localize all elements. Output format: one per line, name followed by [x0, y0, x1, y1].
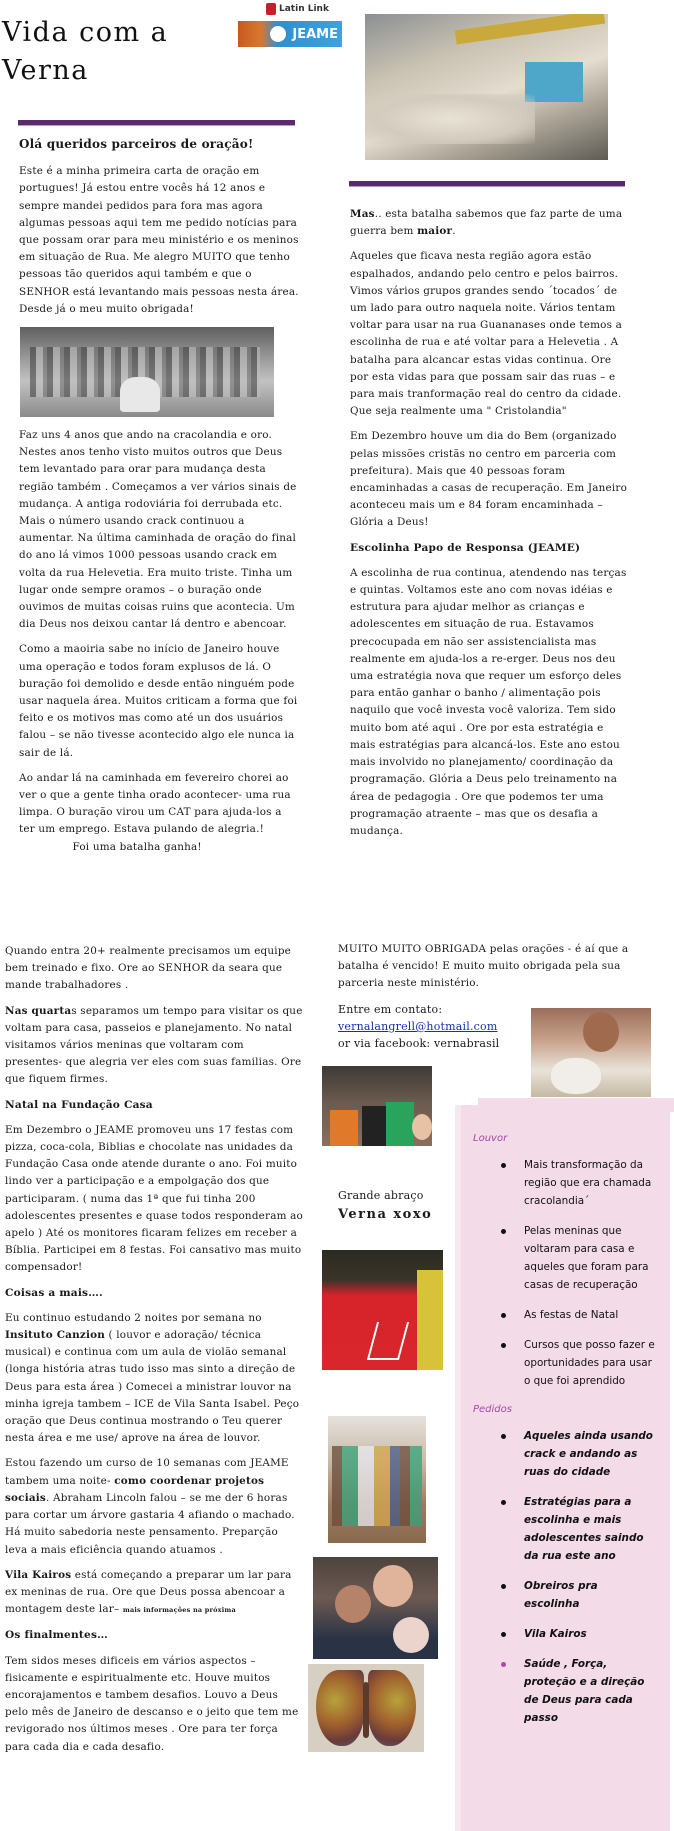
signoff-text: Grande abraço [338, 1189, 424, 1202]
greeting-heading: Olá queridos parceiros de oração! [19, 137, 254, 151]
paragraph-text: s separamos um tempo para visitar os que voltam para casa, passeios e planejamento. No natal visitamos vários meninas que voltaram com presentes- que alegria ver eles com suas familias. Ore que fiquem firmes. [5, 1004, 303, 1086]
paragraph: Como a maoiria sabe no início de Janeiro houve uma operação e todos foram explusos de lá. O buração foi demolido e desde então ninguém pode usar naquela área. Muitos criticam a forma que foi feito e os motivos mas como até un dos usuários falou – se não tivesse acontecido algo ele nunca ia sair de lá. [19, 643, 298, 759]
paragraph-text: está começando a preparar um lar para ex meninas de rua. Ore que Deus possa abencoar a montagem deste lar– [5, 1568, 292, 1616]
paragraph [5, 1455, 303, 1558]
signature: Verna xoxo [338, 1207, 433, 1223]
latin-link-text: Latin Link [279, 4, 329, 14]
list-item-text: Mais transformação da região que era chamada cracolandia´ [524, 1159, 652, 1207]
newsletter-title [2, 14, 168, 90]
section-heading: Escolinha Papo de Responsa (JEAME) [350, 541, 581, 554]
paragraph-text: Eu continuo estudando 2 noites por semana no [5, 1311, 262, 1324]
jeame-logo-text: JEAME [292, 26, 338, 42]
photo-woman-baby [531, 1008, 651, 1097]
thanks-paragraph: MUITO MUITO OBRIGADA pelas orações - é aí que a batalha é vencido! E muito muito obrigada pela sua parceria neste ministério. [338, 943, 629, 990]
paragraph [5, 1003, 303, 1089]
facebook-contact: or via facebook: vernabrasil [338, 1037, 500, 1051]
signoff [338, 1187, 468, 1223]
section-heading: Natal na Fundação Casa [5, 1098, 153, 1111]
louvor-list [461, 1156, 670, 1390]
page2-left-column [5, 943, 303, 1764]
list-item [461, 1625, 670, 1643]
paragraph [5, 1310, 303, 1448]
list-item [461, 1222, 670, 1294]
contact-label: Entre em contato: [338, 1002, 443, 1016]
list-item [461, 1156, 670, 1210]
paragraph: Tem sidos meses dificeis em vários aspectos – fisicamente e espiritualmente etc. Houve muitos encorajamentos e tambem desafios. Louvo a Deus pelo mês de Janeiro de descanso e o jeito que tem me revigorado nos últimos meses . Ore para ter força para cada dia e cada desafio. [5, 1654, 299, 1753]
paragraph-text: . Abraham Lincoln falou – se me der 6 horas para cortar um árvore gastaria 4 afiando o machado. Há muito sabedoria neste pensamento. Preparção leva a mais eficiência quando atuamos . [5, 1491, 295, 1556]
photo-group-friends [322, 1066, 432, 1146]
paragraph: A escolinha de rua continua, atendendo nas terças e quintas. Voltamos este ano com novas idéias e estrutura para ajudar melhor as crianças e adolescentes em situação de rua. Estavamos precocupada em não ser assistencialista mas realmente em ajuda-los a re-erger. Deus nos deu uma estratégia nova que requer um esforço deles para então ganhar o banho / alimentação pois naquilo que você investa você valoriza. Tem sido muito bom até aqui . Ore por esta estratégia e mais estratégias para alcancá-los. Este ano estou mais involvido no planejamento/ coordinação da programação. Glória a Deus pelo treinamento na área de pedagogia . Ore que podemos ter uma programação atraente – mas que os desafia a mudança. [350, 566, 627, 837]
list-item [461, 1306, 670, 1324]
latin-link-icon [266, 3, 276, 15]
jeame-logo [238, 21, 342, 47]
prayer-box [455, 1105, 670, 1831]
paragraph: Faz uns 4 anos que ando na cracolandia e oro. Nestes anos tenho visto muitos outros que Deus tem levantado para orar para mudança desta região também . Começamos a ver vários sinais de mudança. A antiga rodoviária foi derrubada etc. Mais o número usando crack continuou a aumentar. Na última caminhada de oração do final do ano lá vimos 1000 pessoas usando crack em volta da rua Helevetia. Era muito triste. Tinha um lugar onde sempre oramos – o buração onde ouvimos de muitas coisas ruins que acontecia. Um dia Deus nos deixou cantar lá dentro e abencoar. [19, 429, 297, 631]
list-item [461, 1427, 670, 1481]
bullet-icon [501, 1343, 506, 1348]
paragraph: Este é a minha primeira carta de oração em portugues! Já estou entre vocês há 12 anos e sempre mandei pedidos para fora mas agora algumas pessoas aqui tem me pedido notícias para que possam orar para meu ministério e os meninos em situação de Rua. Me alegro MUITO que tenho pessoas tão queridos aqui também e que o SENHOR está levantando mais pessoas nesta área. Desde já o meu muito obrigada! [19, 165, 299, 315]
title-line-1: Vida com a [2, 17, 169, 48]
paragraph-text: Ao andar lá na caminhada em fevereiro chorei ao ver o que a gente tinha orado acontecer- uma rua limpa. O buração virou um CAT para ajuda-los a ter um emprego. Estava pulando de alegria.! [19, 771, 291, 836]
paragraph [350, 206, 632, 240]
section-heading: Os finalmentes… [5, 1629, 108, 1642]
photo-women-baby [313, 1557, 438, 1659]
photo-four-women [328, 1416, 426, 1543]
list-item-text: Vila Kairos [524, 1628, 587, 1640]
bullet-icon [501, 1500, 506, 1505]
left-column [19, 136, 299, 326]
paragraph-text: Estou fazendo um curso de 10 semanas com JEAME tambem uma noite- [5, 1457, 289, 1487]
paragraph-text: . [452, 225, 456, 238]
paragraph-text: Foi uma batalha ganha! [72, 840, 202, 853]
bullet-icon [501, 1163, 506, 1168]
bold-text: Vila Kairos [5, 1568, 72, 1581]
jeame-badge-icon [270, 26, 286, 42]
bullet-icon [501, 1434, 506, 1439]
bold-text: Nas quarta [5, 1004, 72, 1017]
bullet-icon [501, 1584, 506, 1589]
bold-text: como coordenar projetos sociais [5, 1474, 265, 1504]
small-note: mais informações na próxima [122, 1606, 236, 1615]
bold-text: Mas [350, 208, 375, 220]
left-column-cont [19, 427, 299, 864]
list-item [461, 1655, 670, 1727]
list-item [461, 1577, 670, 1613]
paragraph: Quando entra 20+ realmente precisamos um equipe bem treinado e fixo. Ore ao SENHOR da seara que mande trabalhadores . [5, 945, 292, 992]
paragraph [5, 1567, 303, 1620]
paragraph: Aqueles que ficava nesta região agora estão espalhados, andando pelo centro e pelos bairros. Vimos vários grupos grandes sendo ´tocados´ de um lado para outro naquela noite. Vários tentam voltar para usar na rua Guananases onde temos a escolinha de rua e até voltar para a Helevetia . A batalha para alcancar estas vidas continua. Ore por esta vidas para que possam sair das ruas – e para mais tranformação real do centro da cidade. Que seja realmente uma " Cristolandia" [350, 250, 623, 418]
pedidos-heading: Pedidos [473, 1404, 512, 1415]
section-heading: Coisas a mais…. [5, 1286, 103, 1299]
bullet-icon [501, 1632, 506, 1637]
list-item-text: Estratégias para a escolinha e mais adolescentes saindo da rua este ano [524, 1496, 644, 1562]
divider-rule [18, 120, 295, 126]
paragraph: Em Dezembro houve um dia do Bem (organizado pelas missões cristãs no centro em parceria com prefeitura). Mais que 40 pessoas foram encaminhadas a casas de recuperação. Em Janeiro aconteceu mais um e 84 foram encaminhada – Glória a Deus! [350, 430, 628, 529]
title-line-2: Verna [2, 55, 89, 86]
bold-text: Insituto Canzion [5, 1329, 106, 1342]
list-item [461, 1493, 670, 1565]
paragraph: Em Dezembro o JEAME promoveu uns 17 festas com pizza, coca-cola, Biblias e chocolate nas unidades da Fundação Casa onde atende durante o ano. Foi muito lindo ver a participação e a empolgação dos que participaram. ( numa das 1ª que fui tinha 200 adolescentes presentes e quase todos responderam ao apelo ) Até os monitores ficaram felizes em receber a Bíblia. Participei em 8 festas. Foi cansativo mas muito compensador! [5, 1123, 303, 1274]
paragraph-text: ( louvor e adoração/ técnica musical) e continua com um aula de violão semanal (longa história atras tudo isso mas sinto a direção de Deus para esta área ) Comecei a ministrar louvor na minha igreja tambem – ICE de Vila Santa Isabel. Peço oração que Deus continua mostrando o Teu querer nesta área e me use/ aprove na área de louvor. [5, 1329, 300, 1445]
right-column [350, 206, 632, 848]
bullet-icon [501, 1662, 506, 1667]
list-item [461, 1336, 670, 1390]
list-item-text: Cursos que posso fazer e oportunidades para usar o que foi aprendido [524, 1339, 655, 1387]
email-link[interactable]: vernalangrell@hotmail.com [338, 1019, 498, 1033]
list-item-text: Aqueles ainda usando crack e andando as ruas do cidade [524, 1430, 653, 1478]
list-item-text: Obreiros pra escolinha [524, 1580, 598, 1610]
bullet-icon [501, 1229, 506, 1234]
paragraph [19, 770, 299, 856]
list-item-text: As festas de Natal [524, 1309, 619, 1321]
paragraph-text: .. esta batalha sabemos que faz parte de uma guerra bem [350, 208, 623, 238]
photo-crowd-street [20, 327, 274, 417]
pedidos-list [461, 1427, 670, 1727]
photo-red-shirt [322, 1250, 443, 1370]
divider-rule [349, 181, 625, 187]
photo-butterfly-art [308, 1664, 424, 1752]
bold-text: maior [417, 225, 453, 238]
list-item-text: Pelas meninas que voltaram para casa e aqueles que foram para casas de recuperação [524, 1225, 649, 1291]
latin-link-logo [266, 2, 346, 16]
photo-demolition [365, 14, 608, 160]
louvor-heading: Louvor [473, 1133, 508, 1144]
list-item-text: Saúde , Força, proteção e a direção de Deus para cada passo [524, 1658, 645, 1724]
bullet-icon [501, 1313, 506, 1318]
